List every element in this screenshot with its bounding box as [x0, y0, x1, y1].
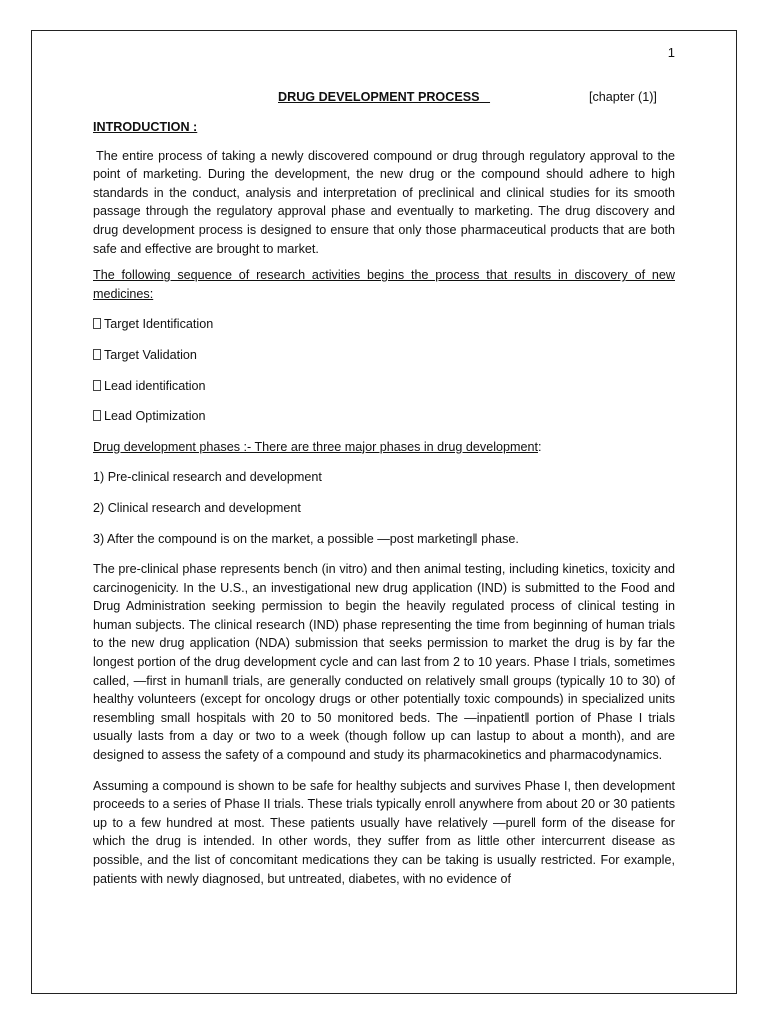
missing-glyph-icon	[93, 349, 101, 360]
list-item-text: Target Validation	[104, 347, 197, 362]
document-title	[278, 88, 490, 107]
phase-item-1: 1) Pre-clinical research and development	[93, 470, 322, 485]
phases-heading-colon: :	[538, 439, 542, 454]
phases-heading	[93, 438, 675, 457]
list-item-text: Lead Optimization	[104, 409, 206, 424]
title-row	[93, 88, 675, 106]
phase-item-2: 2) Clinical research and development	[93, 500, 301, 515]
missing-glyph-icon	[93, 318, 101, 329]
preclinical-paragraph: The pre-clinical phase represents bench (in vitro) and then animal testing, including kinetics, toxicity and carcinogenicity. In the U.S., an investigational new drug application (IND) is submitted to the Food and Drug Administration seeking permission to begin the heavily regulated process of clinical testing in human subjects. The clinical research (IND) phase representing the time from beginning of human trials to the new drug application (NDA) submission that seeks permission to market the drug is by far the longest portion of the drug development cycle and can last from 2 to 10 years. Phase I trials, sometimes called, ―first in human‖ trials, are generally conducted on relatively small groups (typically 10 to 30) of healthy volunteers (except for oncology drugs or other potentially toxic compounds) in specialized units resembling small hospitals with 20 to 50 monitored beds. The ―inpatient‖ portion of Phase I trials usually lasts from a day or two to a week (though follow up can lastup to about a month), and are designed to assess the safety of a compound and study its pharmacokinetics and pharmacodynamics.	[93, 562, 675, 763]
list-item	[93, 315, 675, 334]
phase-item-3: 3) After the compound is on the market, a possible ―post marketing‖ phase.	[93, 531, 519, 546]
document-title-text: DRUG DEVELOPMENT PROCESS	[278, 90, 480, 104]
list-item-text: Lead identification	[104, 378, 206, 393]
intro-paragraph: The entire process of taking a newly discovered compound or drug through regulatory approval to the point of marketing. During the development, the new drug or the compound should adhere to high standards in the conduct, analysis and interpretation of preclinical and clinical studies for its smooth passage through the regulatory approval phase and eventually to marketing. The drug discovery and drug development process is designed to ensure that only those pharmaceutical products that are both safe and effective are brought to market.	[93, 148, 675, 256]
chapter-label: [chapter (1)]	[589, 90, 657, 104]
missing-glyph-icon	[93, 410, 101, 421]
list-item-text: Target Identification	[104, 317, 214, 332]
sequence-heading: The following sequence of research activities begins the process that results in discovery of new medicines:	[93, 268, 675, 301]
introduction-heading: INTRODUCTION :	[93, 120, 198, 134]
page-number: 1	[667, 45, 675, 60]
document-body	[93, 44, 675, 888]
list-item	[93, 377, 675, 396]
list-item	[93, 407, 675, 426]
phases-heading-text: Drug development phases :- There are three major phases in drug development	[93, 439, 538, 454]
bullet-list	[93, 315, 675, 425]
phase2-paragraph: Assuming a compound is shown to be safe for healthy subjects and survives Phase I, then development proceeds to a series of Phase II trials. These trials typically enroll anywhere from about 20 or 30 patients up to a few hundred at most. These patients usually have relatively ―pure‖ form of the disease for which the drug is intended. In other words, they suffer from as little other intercurrent disease as possible, and the list of concomitant medications they can be taking is usually restricted. For example, patients with newly diagnosed, but untreated, diabetes, with no evidence of	[93, 778, 675, 886]
list-item	[93, 346, 675, 365]
missing-glyph-icon	[93, 380, 101, 391]
